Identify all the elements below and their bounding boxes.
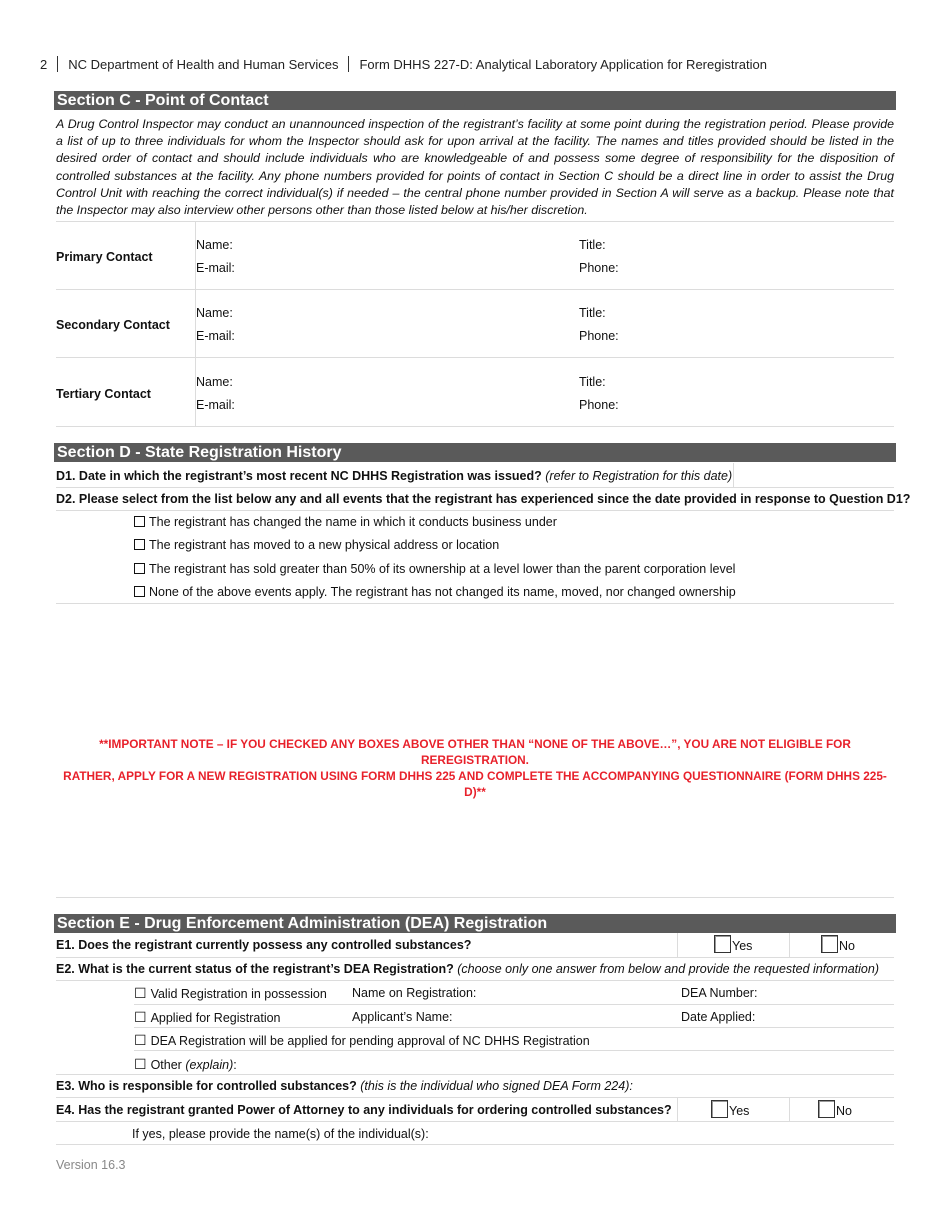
form-title: Form DHHS 227-D: Analytical Laboratory Application for Reregistration (359, 56, 767, 72)
important-note-line-1: **IMPORTANT NOTE – IF YOU CHECKED ANY BOXES ABOVE OTHER THAN “NONE OF THE ABOVE…”, YOU ARE NOT ELIGIBLE FOR REREGISTRATION. (99, 737, 851, 767)
divider (56, 1144, 894, 1145)
important-note-line-2: RATHER, APPLY FOR A NEW REGISTRATION USING FORM DHHS 225 AND COMPLETE THE ACCOMPANYING QUESTIONNAIRE (FORM DHHS 225-D)** (63, 769, 887, 799)
question-e3-text: E3. Who is responsible for controlled substances? (56, 1079, 357, 1093)
d1-date-input[interactable] (735, 465, 893, 485)
secondary-contact-name-field[interactable]: Name: (196, 306, 233, 320)
checkbox[interactable] (714, 935, 731, 953)
e2-option-label: Other (150, 1058, 182, 1072)
e4-followup-field[interactable]: If yes, please provide the name(s) of the individual(s): (132, 1127, 429, 1141)
e2-option-label: DEA Registration will be applied for pending approval of NC DHHS Registration (150, 1034, 590, 1048)
e2-option-label: Applied for Registration (150, 1011, 281, 1025)
question-d1-hint: (refer to Registration for this date) (545, 469, 733, 483)
primary-contact-email-field[interactable]: E-mail: (196, 261, 235, 275)
checkbox[interactable] (818, 1100, 835, 1118)
checkbox-icon[interactable]: ☐ (134, 1009, 147, 1025)
page-number: 2 (40, 56, 48, 72)
primary-contact-title-field[interactable]: Title: (579, 238, 606, 252)
divider (56, 957, 894, 958)
question-e3 (56, 1079, 633, 1093)
column-divider (789, 1097, 790, 1121)
divider (56, 1074, 894, 1075)
important-note (54, 736, 896, 800)
checkbox[interactable] (134, 516, 145, 527)
name-on-registration-field[interactable]: Name on Registration: (352, 986, 477, 1000)
divider (56, 357, 894, 358)
e4-yes-option[interactable] (711, 1100, 749, 1118)
version-label: Version 16.3 (56, 1158, 126, 1172)
page-header (40, 56, 767, 72)
yes-label: Yes (729, 1104, 750, 1118)
other-colon: : (233, 1058, 237, 1072)
divider (56, 1121, 894, 1122)
e2-option-other[interactable] (134, 1056, 237, 1073)
divider (56, 487, 894, 488)
d2-option-label: None of the above events apply. The registrant has not changed its name, moved, nor changed ownership (149, 585, 736, 599)
checkbox[interactable] (821, 935, 838, 953)
checkbox[interactable] (134, 539, 145, 550)
checkbox[interactable] (134, 586, 145, 597)
d2-option-label: The registrant has moved to a new physical address or location (149, 538, 500, 552)
e2-option-pending[interactable] (134, 1032, 590, 1049)
primary-contact-phone-field[interactable]: Phone: (579, 261, 619, 275)
tertiary-contact-email-field[interactable]: E-mail: (196, 398, 235, 412)
no-label: No (836, 1104, 852, 1118)
secondary-contact-phone-field[interactable]: Phone: (579, 329, 619, 343)
d2-option-ownership-sold[interactable] (134, 562, 735, 576)
checkbox[interactable] (134, 563, 145, 574)
checkbox-icon[interactable]: ☐ (134, 1056, 147, 1072)
e2-option-applied[interactable] (134, 1009, 281, 1026)
section-e-heading: Section E - Drug Enforcement Administration (DEA) Registration (54, 914, 896, 933)
e2-option-valid[interactable] (134, 985, 327, 1002)
dea-number-field[interactable]: DEA Number: (681, 986, 758, 1000)
d2-option-label: The registrant has changed the name in which it conducts business under (149, 515, 557, 529)
section-c-heading: Section C - Point of Contact (54, 91, 896, 110)
checkbox[interactable] (711, 1100, 728, 1118)
e1-yes-option[interactable] (714, 935, 752, 953)
no-label: No (839, 939, 855, 953)
section-c-intro: A Drug Control Inspector may conduct an unannounced inspection of the registrant’s facility at some point during the registration period. Please provide a list of up to three individuals for whom the Inspector should ask for upon arrival at the facility. The names and titles provided should be listed in the desired order of contact and should include individuals who are knowledgeable of and possess some degree of responsibility for the disposition of controlled substances at the facility. Any phone numbers provided for points of contact in Section C should be a direct line in order to assist the Drug Control Unit with reaching the correct individual(s) if needed – the central phone number provided in Section A will serve as a backup. Please note that the Inspector may also interview other persons other than those listed below at his/her discretion. (56, 117, 894, 218)
d2-option-label: The registrant has sold greater than 50% of its ownership at a level lower than the parent corporation level (149, 562, 736, 576)
header-divider (57, 56, 58, 72)
column-divider (733, 463, 734, 487)
e1-no-option[interactable] (821, 935, 855, 953)
question-e1: E1. Does the registrant currently possess any controlled substances? (56, 938, 472, 952)
primary-contact-name-field[interactable]: Name: (196, 238, 233, 252)
divider (134, 1004, 894, 1005)
applicant-name-field[interactable]: Applicant’s Name: (352, 1010, 453, 1024)
question-e3-hint: (this is the individual who signed DEA Form 224): (360, 1079, 633, 1093)
department-name: NC Department of Health and Human Services (68, 56, 339, 72)
secondary-contact-email-field[interactable]: E-mail: (196, 329, 235, 343)
tertiary-contact-phone-field[interactable]: Phone: (579, 398, 619, 412)
divider (134, 1050, 894, 1051)
section-d-heading: Section D - State Registration History (54, 443, 896, 462)
column-divider (677, 933, 678, 957)
e2-option-label: Valid Registration in possession (150, 987, 327, 1001)
question-d1-text: D1. Date in which the registrant’s most recent NC DHHS Registration was issued? (56, 469, 542, 483)
tertiary-contact-name-field[interactable]: Name: (196, 375, 233, 389)
divider (56, 289, 894, 290)
divider (56, 603, 894, 604)
secondary-contact-label: Secondary Contact (56, 318, 170, 332)
divider (134, 1027, 894, 1028)
divider (56, 426, 894, 427)
divider (56, 897, 894, 898)
question-d2: D2. Please select from the list below any and all events that the registrant has experienced since the date provided in response to Question D1? (56, 492, 911, 506)
checkbox-icon[interactable]: ☐ (134, 985, 147, 1001)
column-divider (677, 1097, 678, 1121)
divider (56, 980, 894, 981)
primary-contact-label: Primary Contact (56, 250, 153, 264)
divider (56, 1097, 894, 1098)
divider (56, 510, 894, 511)
checkbox-icon[interactable]: ☐ (134, 1032, 147, 1048)
yes-label: Yes (732, 939, 753, 953)
d2-option-none-apply[interactable] (134, 585, 736, 599)
divider (56, 221, 894, 222)
tertiary-contact-title-field[interactable]: Title: (579, 375, 606, 389)
question-e2-text: E2. What is the current status of the registrant’s DEA Registration? (56, 962, 454, 976)
header-divider (348, 56, 349, 72)
column-divider (789, 933, 790, 957)
e4-no-option[interactable] (818, 1100, 852, 1118)
question-d1 (56, 469, 732, 483)
date-applied-field[interactable]: Date Applied: (681, 1010, 756, 1024)
d2-option-name-change[interactable] (134, 515, 557, 529)
question-e2 (56, 962, 879, 976)
question-e2-hint: (choose only one answer from below and provide the requested information) (457, 962, 879, 976)
question-e4: E4. Has the registrant granted Power of Attorney to any individuals for ordering controlled substances? (56, 1103, 672, 1117)
tertiary-contact-label: Tertiary Contact (56, 387, 151, 401)
d2-option-moved[interactable] (134, 538, 499, 552)
secondary-contact-title-field[interactable]: Title: (579, 306, 606, 320)
other-explain-hint: (explain) (185, 1058, 234, 1072)
